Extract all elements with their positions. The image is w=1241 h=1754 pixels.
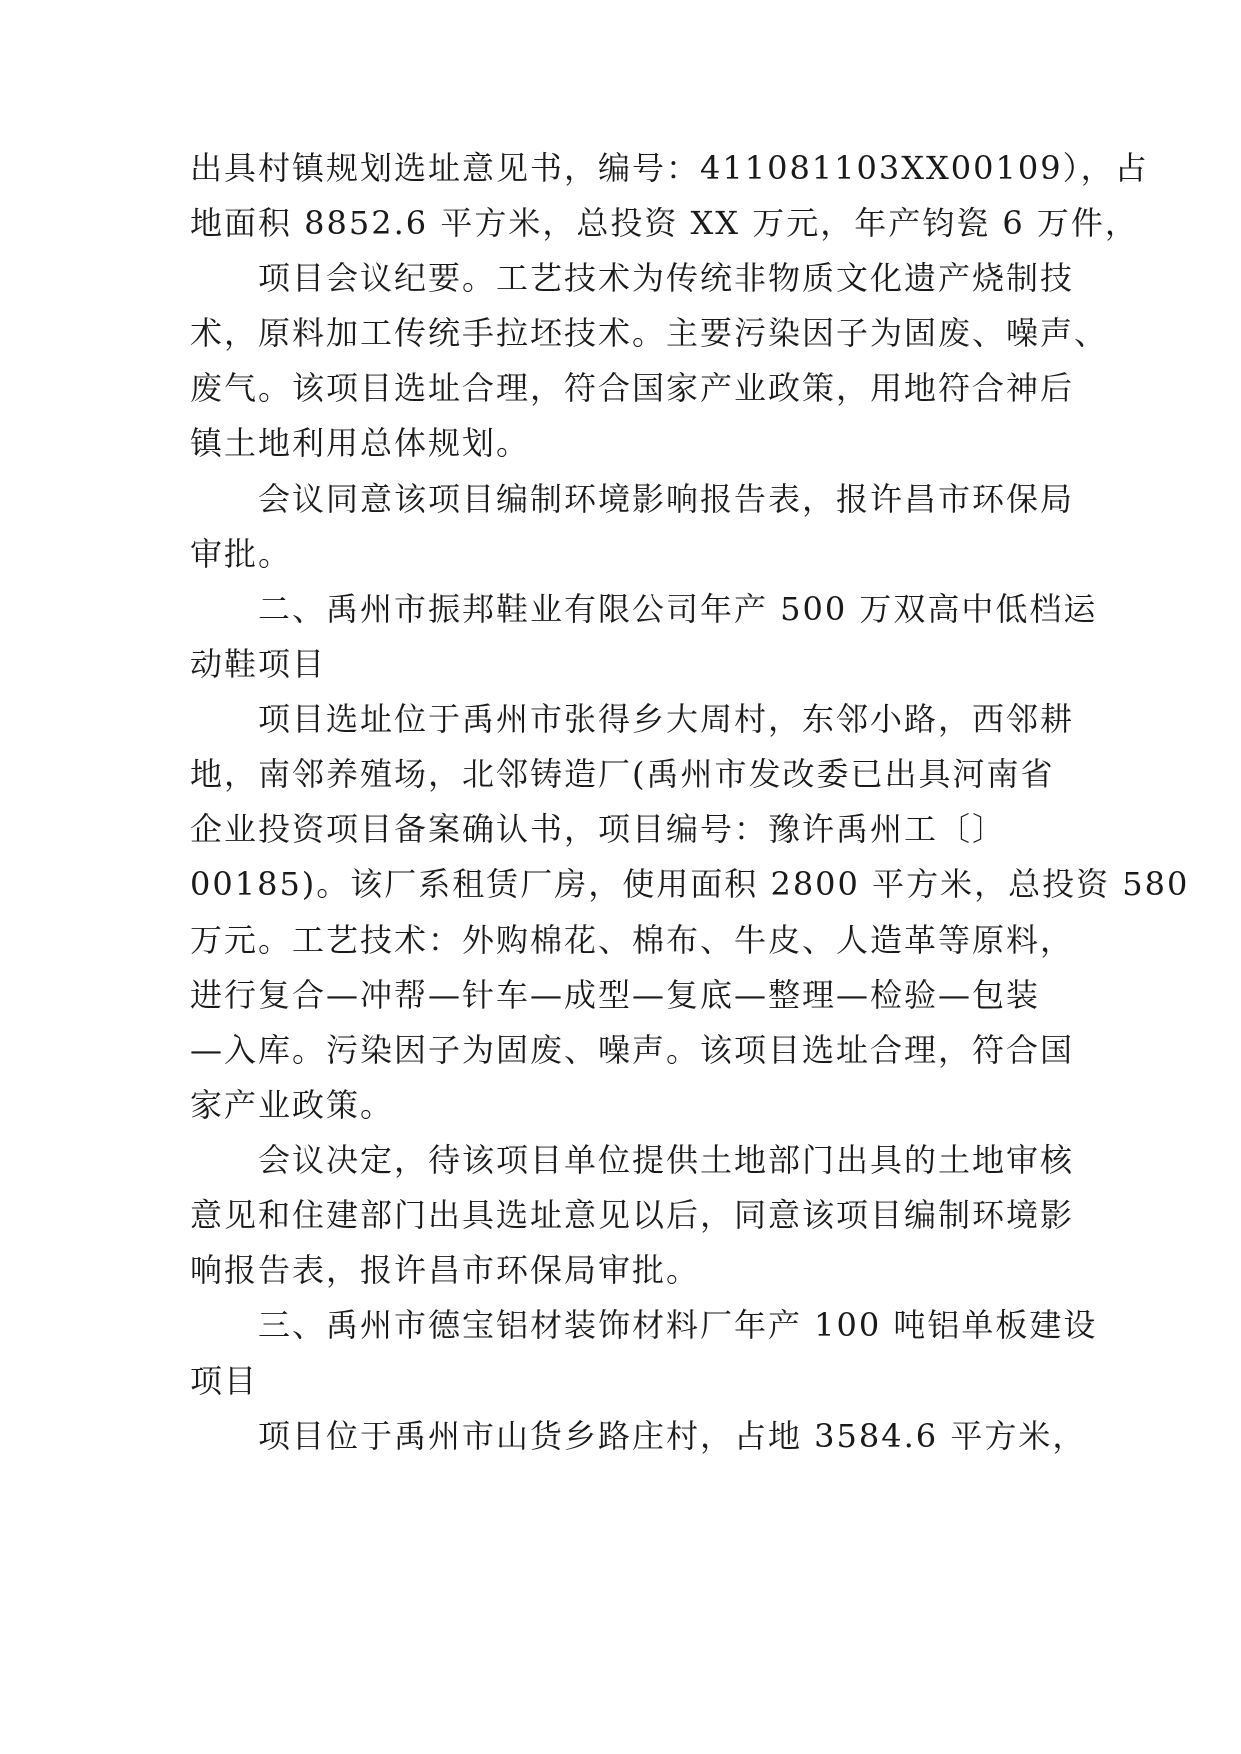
text-line: 审批。 xyxy=(190,535,293,573)
text-line: 地，南邻养殖场，北邻铸造厂(禹州市发改委已出具河南省 xyxy=(190,755,1055,793)
text-line: 会议决定，待该项目单位提供土地部门出具的土地审核 xyxy=(258,1141,1075,1179)
text-line: 进行复合—冲帮—针车—成型—复底—整理—检验—包装 xyxy=(190,976,1041,1014)
section-heading: 项目 xyxy=(190,1362,259,1400)
text-line: 地面积 8852.6 平方米，总投资 XX 万元，年产钧瓷 6 万件， xyxy=(190,204,1139,242)
text-line: 意见和住建部门出具选址意见以后，同意该项目编制环境影 xyxy=(190,1196,1075,1234)
section-heading: 二、禹州市振邦鞋业有限公司年产 500 万双高中低档运 xyxy=(258,590,1098,628)
text-line: 镇土地利用总体规划。 xyxy=(190,424,531,462)
text-line: 万元。工艺技术：外购棉花、棉布、牛皮、人造革等原料， xyxy=(190,921,1075,959)
text-line: 项目会议纪要。工艺技术为传统非物质文化遗产烧制技 xyxy=(258,259,1075,297)
text-line: 企业投资项目备案确认书，项目编号：豫许禹州工〔〕 xyxy=(190,810,1007,848)
section-heading: 动鞋项目 xyxy=(190,645,327,683)
text-line: 会议同意该项目编制环境影响报告表，报许昌市环保局 xyxy=(258,480,1075,518)
text-line: 项目位于禹州市山货乡路庄村，占地 3584.6 平方米， xyxy=(258,1417,1087,1455)
text-line: 出具村镇规划选址意见书，编号：411081103XX00109），占 xyxy=(190,149,1149,187)
text-line: 响报告表，报许昌市环保局审批。 xyxy=(190,1251,701,1289)
text-line: 项目选址位于禹州市张得乡大周村，东邻小路，西邻耕 xyxy=(258,700,1075,738)
text-line: —入库。污染因子为固废、噪声。该项目选址合理，符合国 xyxy=(190,1031,1075,1069)
section-heading: 三、禹州市德宝铝材装饰材料厂年产 100 吨铝单板建设 xyxy=(258,1306,1098,1344)
text-line: 00185)。该厂系租赁厂房，使用面积 2800 平方米，总投资 580 xyxy=(190,865,1190,903)
text-line: 术，原料加工传统手拉坯技术。主要污染因子为固废、噪声、 xyxy=(190,314,1109,352)
text-line: 废气。该项目选址合理，符合国家产业政策，用地符合神后 xyxy=(190,369,1075,407)
text-line: 家产业政策。 xyxy=(190,1086,395,1124)
